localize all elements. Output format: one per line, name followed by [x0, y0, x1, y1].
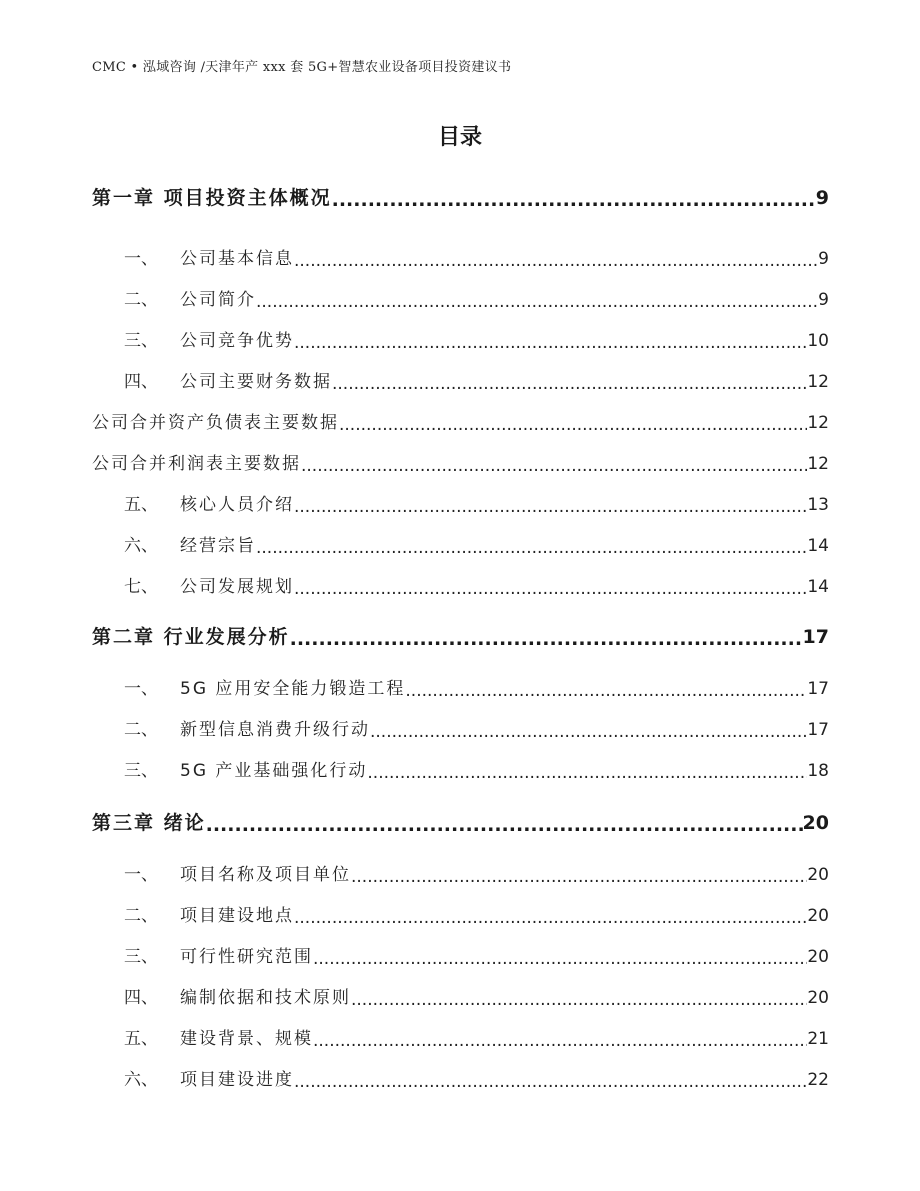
toc-section-entry[interactable] [92, 674, 829, 699]
toc-entry-label: 项目名称及项目单位 [180, 865, 351, 885]
toc-section-entry[interactable] [92, 285, 829, 310]
toc-section-entry[interactable] [92, 860, 829, 885]
toc-page-number: 9 [815, 187, 829, 209]
toc-title: 目录 [437, 125, 482, 150]
toc-entry-label: 公司竞争优势 [180, 331, 294, 351]
toc-entry-label: 编制依据和技术原则 [180, 988, 351, 1008]
toc-entry-label: 公司合并资产负债表主要数据 [92, 413, 339, 433]
toc-page-number: 12 [807, 372, 829, 392]
toc-section-entry[interactable] [92, 942, 829, 967]
toc-entry-label: 项目建设地点 [180, 906, 294, 926]
toc-entry-number: 五、 [124, 1029, 158, 1049]
dot-leader [294, 335, 807, 352]
toc-entry-text [92, 326, 294, 351]
dot-leader [290, 630, 803, 649]
toc-page-number: 9 [818, 290, 829, 310]
toc-entry-number: 二、 [124, 720, 158, 740]
toc-entry-text [92, 572, 294, 597]
toc-entry-number: 五、 [124, 495, 158, 515]
toc-entry-text [92, 367, 332, 392]
toc-entry-label: 公司合并利润表主要数据 [92, 454, 301, 474]
toc-entry-number: 二、 [124, 906, 158, 926]
toc-section-entry[interactable] [92, 367, 829, 392]
toc-entry-number: 一、 [124, 249, 158, 269]
toc-page-number: 22 [807, 1070, 829, 1090]
toc-entry-number: 三、 [124, 947, 158, 967]
toc-page-number: 10 [807, 331, 829, 351]
toc-section-entry[interactable] [92, 326, 829, 351]
toc-entry-label: 第二章 行业发展分析 [92, 626, 290, 648]
toc-entry-label: 项目建设进度 [180, 1070, 294, 1090]
toc-entry-text [92, 1024, 313, 1049]
toc-page-number: 14 [807, 536, 829, 556]
toc-entry-text [92, 901, 294, 926]
dot-leader [367, 765, 807, 782]
toc-page-number: 9 [818, 249, 829, 269]
toc-entry-label: 公司发展规划 [180, 577, 294, 597]
toc-page-number: 20 [807, 865, 829, 885]
toc-entry-label: 可行性研究范围 [180, 947, 313, 967]
toc-chapter-entry[interactable] [92, 622, 829, 649]
toc-entry-text [92, 622, 290, 649]
toc-entry-number: 七、 [124, 577, 158, 597]
toc-page-number: 13 [807, 495, 829, 515]
dot-leader [294, 910, 807, 927]
toc-entry-text [92, 285, 256, 310]
toc-section-entry[interactable] [92, 490, 829, 515]
dot-leader [313, 951, 807, 968]
toc-entry-text [92, 244, 294, 269]
dot-leader [332, 191, 816, 210]
toc-entry-label: 公司主要财务数据 [180, 372, 332, 392]
toc-entry-label: 核心人员介绍 [180, 495, 294, 515]
toc-section-entry[interactable] [92, 983, 829, 1008]
toc-page-number: 20 [807, 947, 829, 967]
toc-entry-text [92, 983, 351, 1008]
toc-entry-number: 二、 [124, 290, 158, 310]
dot-leader [294, 1074, 807, 1091]
dot-leader [256, 540, 807, 557]
toc-page-number: 14 [807, 577, 829, 597]
toc-page-number: 20 [807, 988, 829, 1008]
toc-section-entry[interactable] [92, 572, 829, 597]
toc-entry-text [92, 942, 313, 967]
toc-entry-text [92, 715, 370, 740]
toc-entry-text [92, 808, 206, 835]
dot-leader [339, 417, 807, 434]
toc-section-entry[interactable] [92, 901, 829, 926]
toc-entry-label: 建设背景、规模 [180, 1029, 313, 1049]
dot-leader [370, 724, 807, 741]
toc-entry-number: 四、 [124, 372, 158, 392]
toc-section-entry[interactable] [92, 244, 829, 269]
toc-entry-text [92, 860, 351, 885]
toc-page-number: 17 [807, 679, 829, 699]
toc-entry-number: 三、 [124, 331, 158, 351]
toc-entry-number: 一、 [124, 679, 158, 699]
toc-entry-text [92, 531, 256, 556]
toc-entry-text [92, 449, 301, 474]
toc-section-entry[interactable] [92, 756, 829, 781]
dot-leader [351, 869, 807, 886]
toc-section-entry[interactable] [92, 449, 829, 474]
dot-leader [206, 816, 803, 835]
dot-leader [294, 499, 807, 516]
toc-entry-text [92, 490, 294, 515]
toc-page-number: 12 [807, 413, 829, 433]
toc-entry-number: 三、 [124, 761, 158, 781]
toc-entry-text [92, 408, 339, 433]
dot-leader [294, 253, 818, 270]
toc-entry-label: 公司基本信息 [180, 249, 294, 269]
toc-entry-label: 公司简介 [180, 290, 256, 310]
toc-section-entry[interactable] [92, 1065, 829, 1090]
toc-entry-number: 一、 [124, 865, 158, 885]
toc-section-entry[interactable] [92, 1024, 829, 1049]
toc-page-number: 17 [807, 720, 829, 740]
toc-entry-text [92, 756, 367, 781]
toc-page-number: 17 [802, 626, 829, 648]
toc-section-entry[interactable] [92, 715, 829, 740]
toc-chapter-entry[interactable] [92, 183, 829, 210]
toc-section-entry[interactable] [92, 531, 829, 556]
toc-page-number: 20 [802, 812, 829, 834]
dot-leader [405, 683, 807, 700]
toc-page-number: 21 [807, 1029, 829, 1049]
toc-page-number: 12 [807, 454, 829, 474]
dot-leader [332, 376, 807, 393]
toc-entry-text [92, 674, 405, 699]
toc-entry-label: 第三章 绪论 [92, 812, 206, 834]
dot-leader [313, 1033, 807, 1050]
dot-leader [351, 992, 807, 1009]
toc-entry-label: 第一章 项目投资主体概况 [92, 187, 332, 209]
toc-page-number: 20 [807, 906, 829, 926]
toc-entry-number: 六、 [124, 536, 158, 556]
toc-entry-number: 四、 [124, 988, 158, 1008]
toc-entry-text [92, 183, 332, 210]
toc-page-number: 18 [807, 761, 829, 781]
toc-entry-label: 5G 应用安全能力锻造工程 [180, 679, 406, 699]
dot-leader [301, 458, 807, 475]
toc-entry-label: 新型信息消费升级行动 [180, 720, 370, 740]
toc-entry-label: 经营宗旨 [180, 536, 256, 556]
toc-entry-label: 5G 产业基础强化行动 [180, 761, 368, 781]
toc-entry-text [92, 1065, 294, 1090]
running-header: CMC • 泓域咨询 /天津年产 xxx 套 5G+智慧农业设备项目投资建议书 [92, 60, 512, 75]
toc-entry-number: 六、 [124, 1070, 158, 1090]
dot-leader [294, 581, 807, 598]
toc-section-entry[interactable] [92, 408, 829, 433]
dot-leader [256, 294, 818, 311]
toc-chapter-entry[interactable] [92, 808, 829, 835]
